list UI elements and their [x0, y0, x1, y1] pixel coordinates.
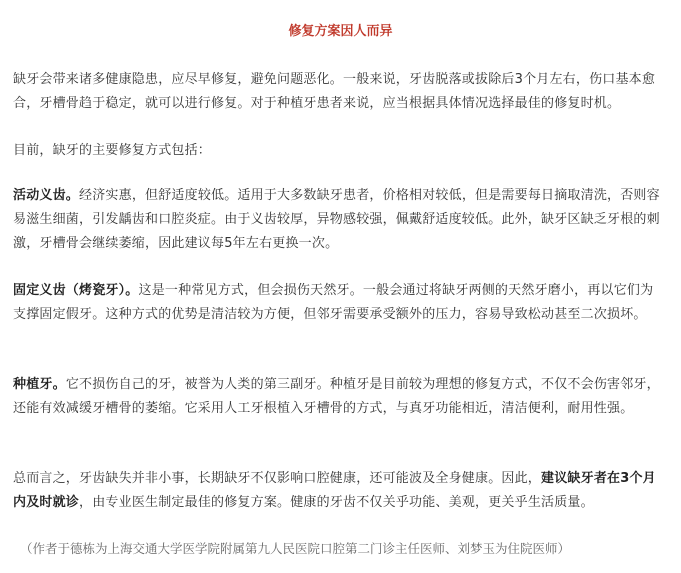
conclusion-paragraph — [13, 467, 661, 515]
removable-denture-paragraph — [13, 184, 661, 256]
implant-text: 它不损伤自己的牙，被誉为人类的第三副牙。种植牙是目前较为理想的修复方式，不仅不会伤害邻牙，还能有效减缓牙槽骨的萎缩。它采用人工牙根植入牙槽骨的方式，与真牙功能相近，清洁便利，耐用性强。 — [13, 377, 660, 416]
implant-heading: 种植牙。 — [13, 377, 66, 392]
methods-lead-paragraph — [13, 139, 661, 163]
article-title: 修复方案因人而异 — [288, 24, 393, 39]
fixed-denture-paragraph — [13, 279, 661, 327]
author-note: （作者于德栋为上海交通大学医学院附属第九人民医院口腔第二门诊主任医师、刘梦玉为住院医师） — [20, 541, 571, 556]
conclusion-emphasis: 建议缺牙者在3个月内及时就诊 — [13, 471, 656, 510]
removable-denture-text: 经济实惠，但舒适度较低。适用于大多数缺牙患者，价格相对较低，但是需要每日摘取清洗，否则容易滋生细菌，引发龋齿和口腔炎症。由于义齿较厚，异物感较强，佩戴舒适度较低。此外，缺牙区缺乏牙根的刺激，牙槽骨会继续萎缩，因此建议每5年左右更换一次。 — [13, 188, 660, 251]
conclusion-text-after: ，由专业医生制定最佳的修复方案。健康的牙齿不仅关乎功能、美观，更关乎生活质量。 — [79, 495, 594, 510]
implant-paragraph — [13, 373, 661, 421]
fixed-denture-heading: 固定义齿（烤瓷牙）。 — [13, 283, 139, 298]
intro-paragraph — [13, 68, 661, 116]
conclusion-text-before: 总而言之，牙齿缺失并非小事，长期缺牙不仅影响口腔健康，还可能波及全身健康。因此， — [13, 471, 542, 486]
intro-text: 缺牙会带来诸多健康隐患，应尽早修复，避免问题恶化。一般来说，牙齿脱落或拔除后3个月左右，伤口基本愈合，牙槽骨趋于稳定，就可以进行修复。对于种植牙患者来说，应当根据具体情况选择最佳的修复时机。 — [13, 72, 656, 111]
fixed-denture-text: 这是一种常见方式，但会损伤天然牙。一般会通过将缺牙两侧的天然牙磨小，再以它们为支撑固定假牙。这种方式的优势是清洁较为方便，但邻牙需要承受额外的压力，容易导致松动甚至二次损坏。 — [13, 283, 654, 322]
removable-denture-heading: 活动义齿。 — [13, 188, 80, 203]
methods-lead-text: 目前，缺牙的主要修复方式包括： — [13, 143, 212, 158]
